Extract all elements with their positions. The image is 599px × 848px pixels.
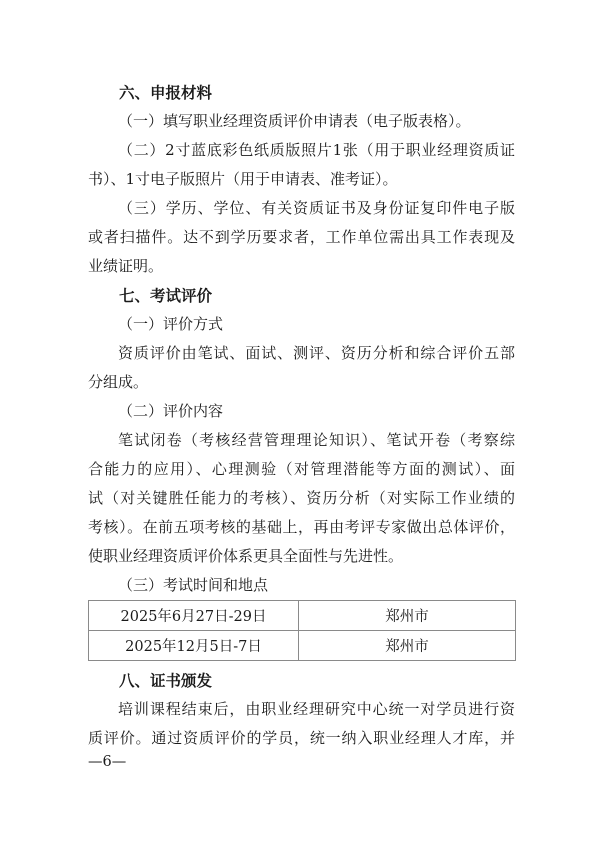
exam-content-line-1: 笔试闭卷（考核经营管理理论知识）、笔试开卷（考察综 [118, 431, 515, 449]
exam-schedule-table [88, 600, 516, 661]
certificate-line-2: 质评价。通过资质评价的学员，统一纳入职业经理人才库，并 [88, 729, 515, 747]
materials-item-2-line-2: 书）、1寸电子版照片（用于申请表、准考证）。 [88, 170, 398, 188]
section-heading-exam: 七、考试评价 [119, 286, 213, 305]
table-row [89, 601, 516, 631]
exam-content-line-4: 考核）。在前五项考核的基础上，再由考评专家做出总体评价， [88, 518, 515, 536]
schedule-date-cell: 2025年12月5日-7日 [89, 631, 299, 661]
exam-method-line-2: 分组成。 [88, 373, 149, 391]
section-heading-certificate: 八、证书颁发 [119, 671, 213, 690]
section-heading-materials: 六、申报材料 [119, 83, 213, 102]
schedule-place-cell: 郑州市 [299, 631, 516, 661]
certificate-line-1: 培训课程结束后，由职业经理研究中心统一对学员进行资 [118, 700, 515, 718]
materials-item-3-line-3: 业绩证明。 [88, 257, 164, 275]
exam-content-line-5: 使职业经理资质评价体系更具全面性与先进性。 [88, 547, 404, 565]
exam-subheading-schedule: （三）考试时间和地点 [118, 576, 269, 594]
materials-item-3-line-2: 或者扫描件。达不到学历要求者，工作单位需出具工作表现及 [88, 228, 515, 246]
exam-content-line-2: 合能力的应用）、心理测验（对管理潜能等方面的测试）、面 [88, 460, 515, 478]
materials-item-2-line-1: （二）2寸蓝底彩色纸质版照片1张（用于职业经理资质证 [118, 141, 515, 159]
page-number: —6— [88, 754, 127, 770]
table-row [89, 631, 516, 661]
exam-subheading-method: （一）评价方式 [118, 315, 224, 333]
document-body [88, 78, 515, 753]
schedule-date-cell: 2025年6月27日-29日 [89, 601, 299, 631]
materials-item-1-line-1: （一）填写职业经理资质评价申请表（电子版表格）。 [118, 112, 471, 130]
exam-subheading-content: （二）评价内容 [118, 402, 224, 420]
schedule-place-cell: 郑州市 [299, 601, 516, 631]
exam-content-line-3: 试（对关键胜任能力的考核）、资历分析（对实际工作业绩的 [88, 489, 515, 507]
exam-method-line-1: 资质评价由笔试、面试、测评、资历分析和综合评价五部 [118, 344, 515, 362]
materials-item-3-line-1: （三）学历、学位、有关资质证书及身份证复印件电子版 [118, 199, 515, 217]
